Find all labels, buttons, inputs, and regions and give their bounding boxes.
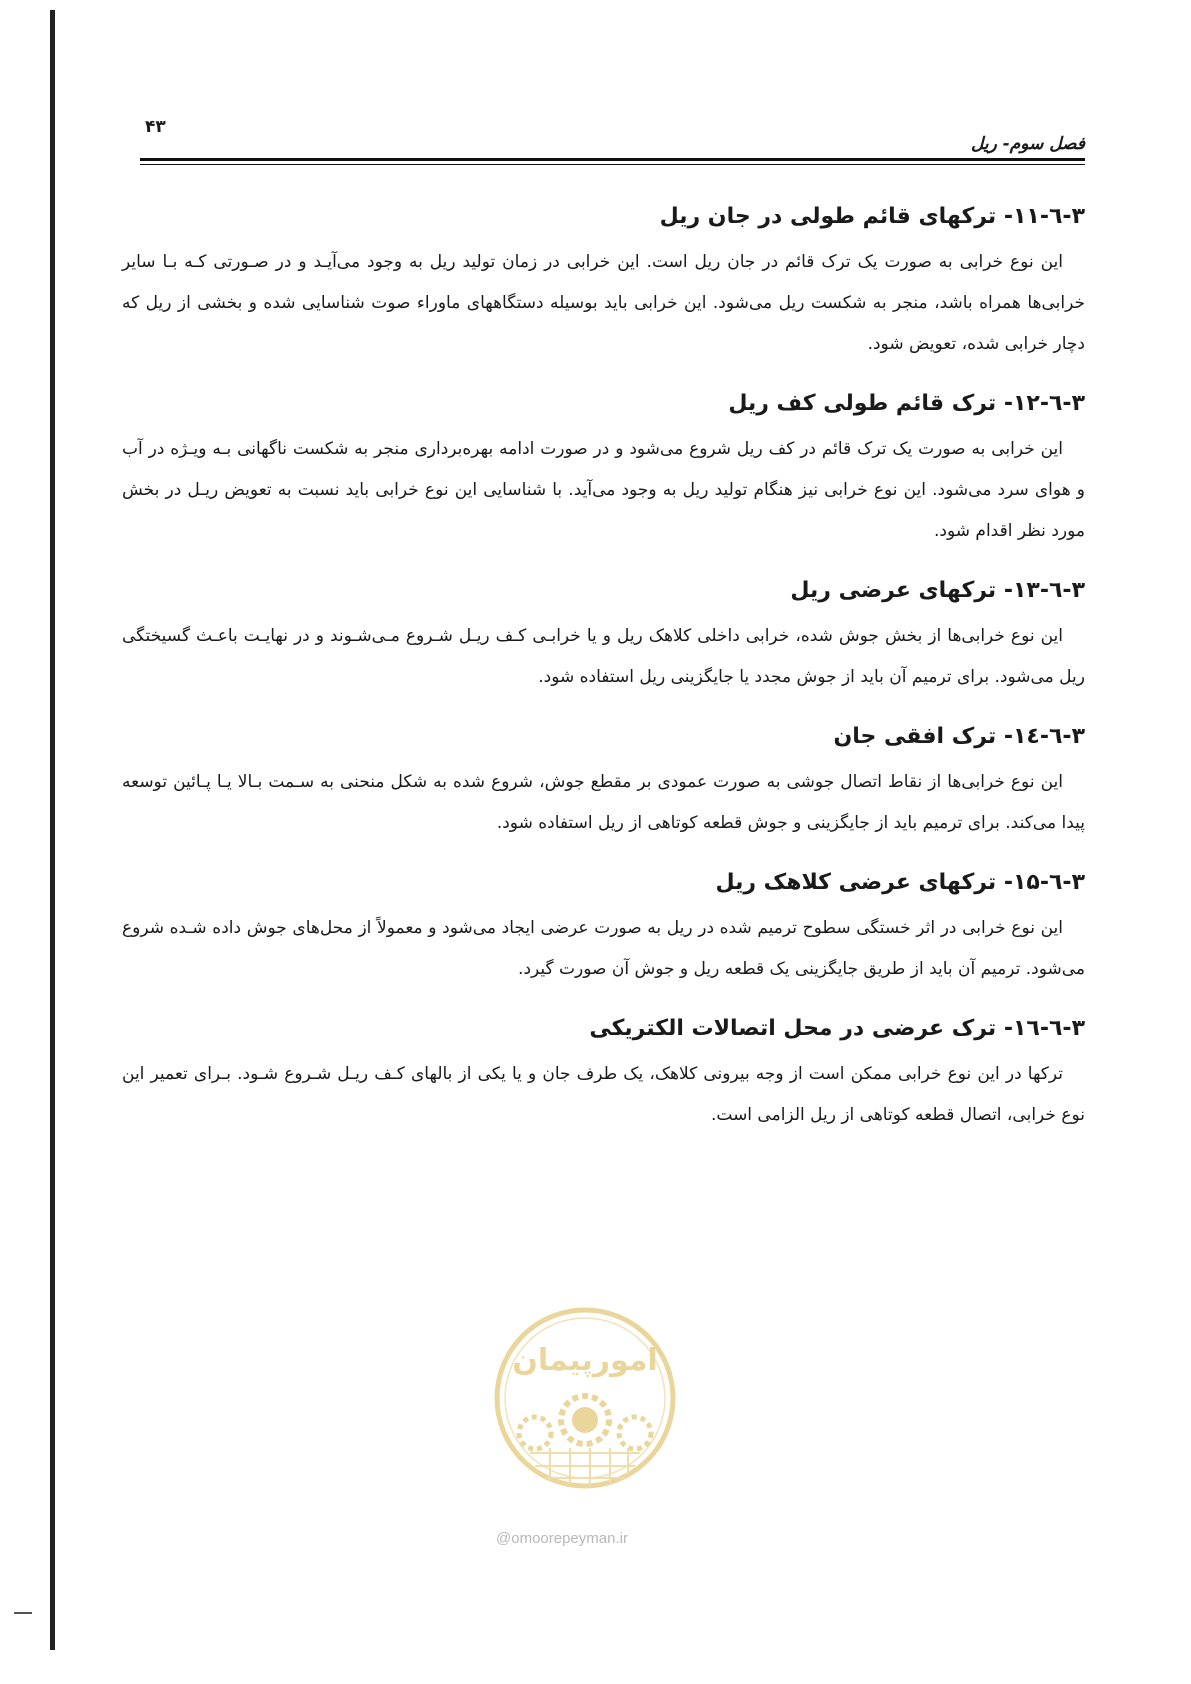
section-heading: ۳-٦-۱٦- ترک عرضی در محل اتصالات الکتریکی — [589, 1016, 1085, 1041]
section-paragraph: این خرابی به صورت یک ترک قائم در کف ریل شروع می‌شود و در صورت ادامه بهره‌برداری منجر به شکست ناگهانی بـه ویـژه در آب و هوای سرد می‌شود. این نوع خرابی نیز هنگام تولید ریل به وجود می‌آید. با شناسایی این نوع خرابی باید نسبت به تعویض ریـل در بخش مورد نظر اقدام شود. — [122, 439, 1085, 541]
scan-mark — [14, 1612, 32, 1614]
section-paragraph: این نوع خرابی‌ها از نقاط اتصال جوشی به صورت عمودی بر مقطع جوش، شروع شده به شکل منحنی به سـمت بـالا یـا پـائین توسعه پیدا می‌کند. برای ترمیم باید از جایگزینی و جوش قطعه کوتاهی از ریل استفاده شود. — [122, 772, 1085, 833]
section-heading: ۳-٦-۱۱- ترکهای قائم طولی در جان ریل — [659, 204, 1085, 229]
header-rule-thin — [140, 164, 1085, 165]
binding-edge — [50, 10, 55, 1650]
section-11 — [122, 200, 1085, 365]
page-header — [140, 112, 1085, 172]
section-13 — [122, 574, 1085, 698]
section-paragraph: این نوع خرابی به صورت یک ترک قائم در جان ریل است. این خرابی در زمان تولید ریل به وجود می‌آیـد و در صـورتی کـه بـا سایر خرابی‌ها همراه باشد، منجر به شکست ریل می‌شود. این خرابی باید بوسیله دستگاههای ماوراء صوت شناسایی شده و بخشی از ریل که دچار خرابی شده، تعویض شود. — [122, 252, 1085, 354]
section-heading: ۳-٦-۱۵- ترکهای عرضی کلاهک ریل — [715, 870, 1085, 895]
section-heading: ۳-٦-۱٤- ترک افقی جان — [833, 724, 1085, 749]
section-paragraph: ترکها در این نوع خرابی ممکن است از وجه بیرونی کلاهک، یک طرف جان و یا یکی از بالهای کـف ریـل شـروع شـود. بـرای تعمیر این نوع خرابی، اتصال قطعه کوتاهی از ریل الزامی است. — [122, 1064, 1085, 1125]
chapter-title: فصل سوم- ریل — [970, 134, 1085, 154]
section-16 — [122, 1012, 1085, 1136]
section-15 — [122, 866, 1085, 990]
section-heading: ۳-٦-۱۳- ترکهای عرضی ریل — [790, 578, 1085, 603]
header-rule — [140, 158, 1085, 161]
section-14 — [122, 720, 1085, 844]
section-12 — [122, 387, 1085, 552]
watermark-url: @omoorepeyman.ir — [496, 1530, 628, 1547]
document-body — [122, 200, 1085, 1158]
watermark-logo — [490, 1298, 680, 1508]
section-paragraph: این نوع خرابی‌ها از بخش جوش شده، خرابی داخلی کلاهک ریل و یا خرابـی کـف ریـل شـروع مـی‌شـوند و در نهایـت باعـث گسیختگی ریل می‌شود. برای ترمیم آن باید از جوش مجدد یا جایگزینی ریل استفاده شود. — [122, 626, 1085, 687]
section-paragraph: این نوع خرابی در اثر خستگی سطوح ترمیم شده در ریل به صورت عرضی ایجاد می‌شود و معمولاً از محل‌های جوش داده شـده شروع می‌شود. ترمیم آن باید از طریق جایگزینی یک قطعه ریل و جوش آن صورت گیرد. — [122, 918, 1085, 979]
section-heading: ۳-٦-۱۲- ترک قائم طولی کف ریل — [728, 391, 1085, 416]
watermark-logo-text: امورپیمان — [512, 1343, 658, 1378]
page-number: ۴۳ — [145, 117, 166, 137]
